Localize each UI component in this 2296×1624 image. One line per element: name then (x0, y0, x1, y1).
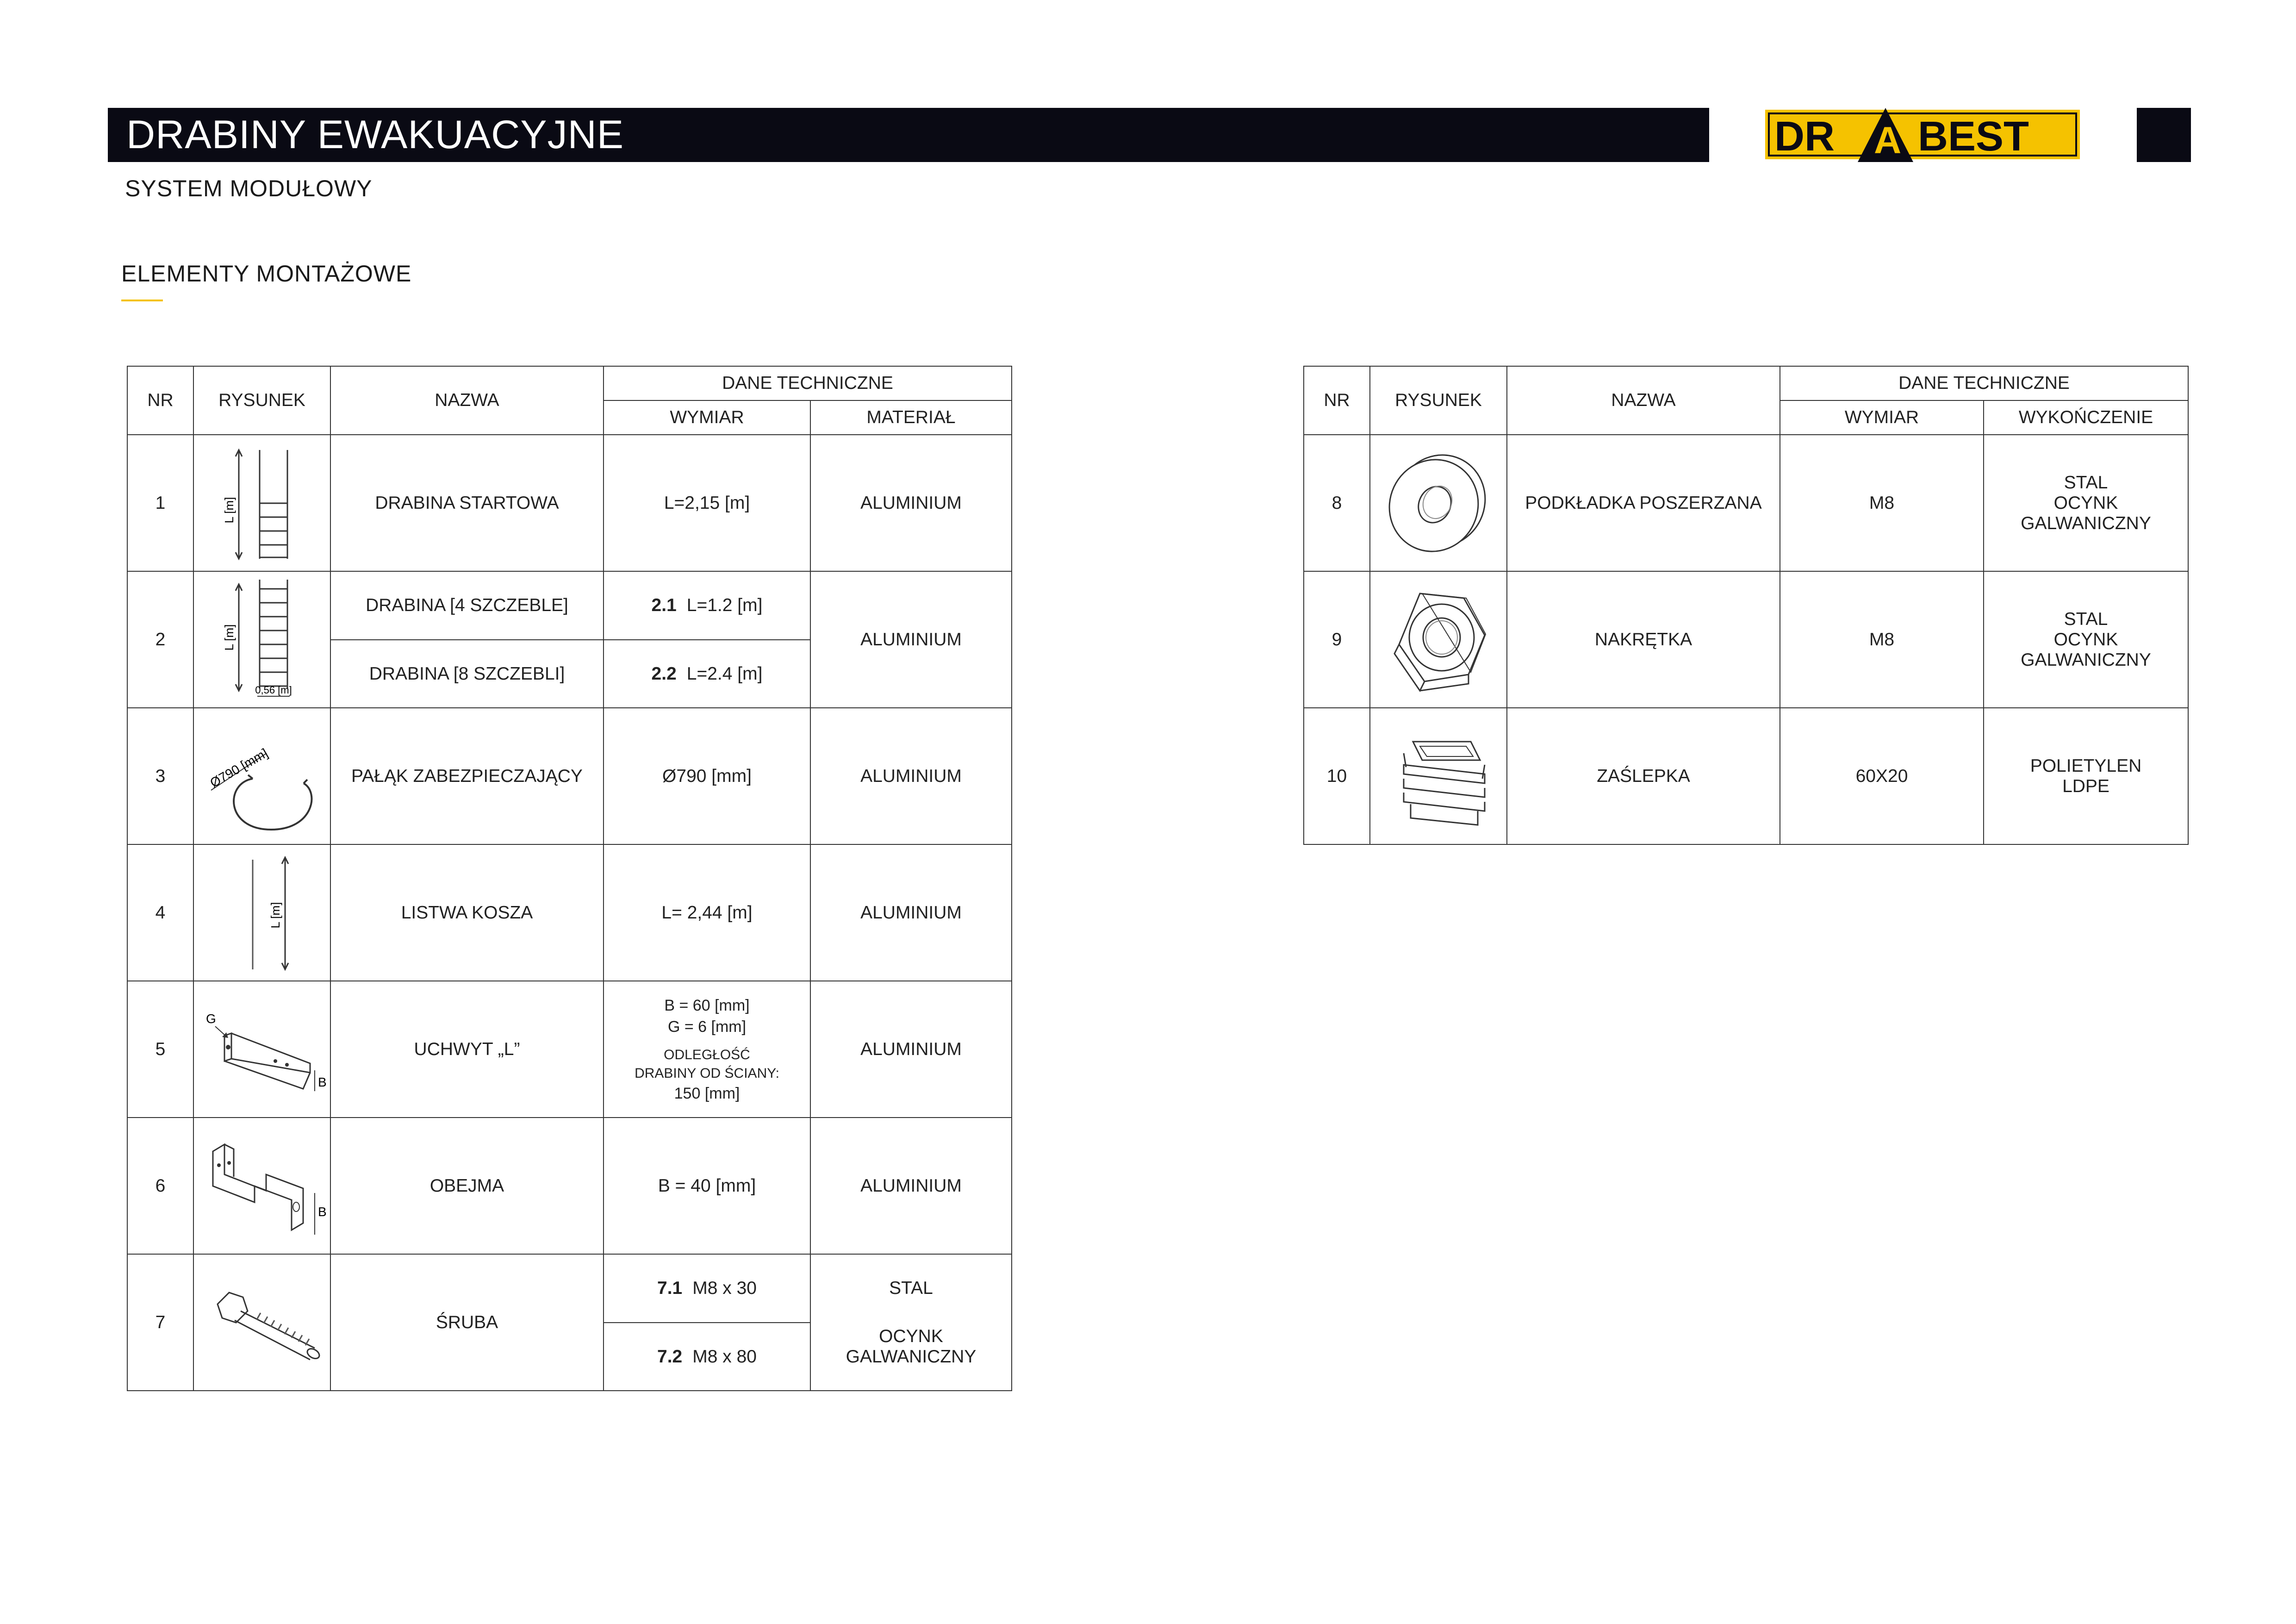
washer-icon (1378, 443, 1499, 563)
row-dimension: L=2,15 [m] (604, 435, 810, 571)
col-material: MATERIAŁ (810, 400, 1012, 435)
l-bracket-icon (197, 987, 331, 1112)
dimension-value: M8 x 30 (692, 1278, 757, 1298)
row-dimension: M8 (1780, 435, 1984, 571)
finish-line-1: STAL (2064, 609, 2108, 629)
row-dimension: L= 2,44 [m] (604, 844, 810, 981)
col-finish: WYKOŃCZENIE (1984, 400, 2188, 435)
row-drawing (1370, 571, 1507, 708)
row-nr: 6 (127, 1118, 193, 1254)
row-nr: 10 (1304, 708, 1370, 844)
table-row (127, 571, 1012, 640)
variant-number: 2.1 (651, 595, 677, 615)
distance-value: 150 [mm] (674, 1084, 740, 1102)
finish-line-2: OCYNK GALWANICZNY (2021, 493, 2151, 533)
row-dimension-b (604, 640, 810, 708)
left-spec-table (127, 366, 1012, 1391)
corner-block (2137, 108, 2191, 162)
ladder-module-icon (202, 575, 322, 705)
row-name: ŚRUBA (330, 1254, 604, 1391)
col-dimension: WYMIAR (604, 400, 810, 435)
distance-caption: ODLEGŁOŚĆ (664, 1047, 750, 1062)
width-label: 0,56 [m] (255, 684, 292, 696)
row-dimension-b (604, 1323, 810, 1391)
variant-number: 7.2 (657, 1346, 683, 1367)
table-row (127, 1118, 1012, 1254)
material-line-2: OCYNK GALWANICZNY (846, 1326, 977, 1367)
svg-text:A: A (1874, 119, 1902, 162)
row-finish (1984, 708, 2188, 844)
g-label: G (206, 1011, 216, 1026)
row-dimension: M8 (1780, 571, 1984, 708)
b-label: B (318, 1204, 327, 1219)
row-drawing (193, 435, 330, 571)
row-dimension: 60X20 (1780, 708, 1984, 844)
finish-line-2: OCYNK GALWANICZNY (2021, 629, 2151, 670)
row-drawing (193, 981, 330, 1118)
row-name: NAKRĘTKA (1507, 571, 1780, 708)
variant-number: 7.1 (657, 1278, 683, 1298)
col-nr: NR (127, 366, 193, 435)
brand-logo (1765, 108, 2080, 162)
b-label: B (318, 1074, 327, 1089)
dimension-value: M8 x 80 (692, 1346, 757, 1367)
row-drawing (193, 1254, 330, 1391)
row-name: LISTWA KOSZA (330, 844, 604, 981)
finish-line-2: LDPE (2062, 776, 2109, 796)
distance-caption-2: DRABINY OD ŚCIANY: (635, 1065, 779, 1081)
material-line-1: STAL (889, 1278, 933, 1298)
table-row (1304, 708, 2188, 844)
right-spec-table (1303, 366, 2189, 845)
col-tech: DANE TECHNICZNE (604, 366, 1012, 400)
length-label: L [m] (268, 902, 282, 928)
col-drawing: RYSUNEK (1370, 366, 1507, 435)
hex-nut-icon (1378, 580, 1499, 700)
variant-number: 2.2 (651, 663, 677, 684)
section-title: ELEMENTY MONTAŻOWE (121, 261, 412, 287)
row-material: ALUMINIUM (810, 708, 1012, 844)
row-nr: 4 (127, 844, 193, 981)
row-dimension (604, 981, 810, 1118)
safety-hoop-icon (197, 714, 327, 839)
row-dimension-a (604, 571, 810, 640)
row-nr: 1 (127, 435, 193, 571)
table-row (127, 844, 1012, 981)
row-dimension: B = 40 [mm] (604, 1118, 810, 1254)
row-dimension: Ø790 [mm] (604, 708, 810, 844)
row-nr: 7 (127, 1254, 193, 1391)
col-nr: NR (1304, 366, 1370, 435)
row-material: ALUMINIUM (810, 1118, 1012, 1254)
row-material: ALUMINIUM (810, 571, 1012, 708)
row-name-b: DRABINA [8 SZCZEBLI] (330, 640, 604, 708)
row-drawing (1370, 435, 1507, 571)
page-title-bar (108, 108, 1709, 162)
table-row (1304, 435, 2188, 571)
clamp-icon (197, 1124, 331, 1249)
row-material: ALUMINIUM (810, 844, 1012, 981)
table-row (127, 981, 1012, 1118)
row-nr: 9 (1304, 571, 1370, 708)
row-drawing (193, 844, 330, 981)
length-label: L [m] (222, 624, 236, 650)
row-drawing (193, 1118, 330, 1254)
row-material (810, 1254, 1012, 1391)
row-finish (1984, 571, 2188, 708)
row-name: DRABINA STARTOWA (330, 435, 604, 571)
row-material: ALUMINIUM (810, 981, 1012, 1118)
row-nr: 5 (127, 981, 193, 1118)
page-title: DRABINY EWAKUACYJNE (126, 112, 624, 157)
col-dimension: WYMIAR (1780, 400, 1984, 435)
row-name: OBEJMA (330, 1118, 604, 1254)
table-row (127, 708, 1012, 844)
row-name-a: DRABINA [4 SZCZEBLE] (330, 571, 604, 640)
col-drawing: RYSUNEK (193, 366, 330, 435)
row-drawing (193, 571, 330, 708)
dimension-g: G = 6 [mm] (667, 1018, 747, 1036)
row-name: ZAŚLEPKA (1507, 708, 1780, 844)
diameter-label: Ø790 [mm] (207, 745, 270, 790)
section-underline (121, 300, 163, 301)
row-nr: 2 (127, 571, 193, 708)
col-tech: DANE TECHNICZNE (1780, 366, 2188, 400)
row-name: UCHWYT „L” (330, 981, 604, 1118)
row-dimension-a (604, 1254, 810, 1323)
row-name: PODKŁADKA POSZERZANA (1507, 435, 1780, 571)
page-subtitle: SYSTEM MODUŁOWY (125, 175, 373, 201)
svg-text:DR: DR (1774, 113, 1835, 160)
svg-text:BEST: BEST (1918, 113, 2029, 160)
table-row (1304, 571, 2188, 708)
cage-strip-icon (202, 848, 322, 978)
col-name: NAZWA (1507, 366, 1780, 435)
row-finish (1984, 435, 2188, 571)
col-name: NAZWA (330, 366, 604, 435)
ladder-start-icon (202, 441, 322, 566)
dimension-b: B = 60 [mm] (664, 996, 750, 1014)
row-drawing (1370, 708, 1507, 844)
dimension-value: L=2.4 [m] (686, 663, 763, 684)
table-row (127, 1254, 1012, 1323)
end-cap-icon (1378, 714, 1499, 839)
table-row (127, 435, 1012, 571)
bolt-icon (197, 1260, 331, 1385)
row-nr: 3 (127, 708, 193, 844)
length-label: L [m] (222, 497, 236, 523)
row-drawing (193, 708, 330, 844)
row-material: ALUMINIUM (810, 435, 1012, 571)
dimension-value: L=1.2 [m] (686, 595, 763, 615)
row-name: PAŁĄK ZABEZPIECZAJĄCY (330, 708, 604, 844)
finish-line-1: STAL (2064, 472, 2108, 493)
row-nr: 8 (1304, 435, 1370, 571)
finish-line-1: POLIETYLEN (2030, 756, 2142, 776)
